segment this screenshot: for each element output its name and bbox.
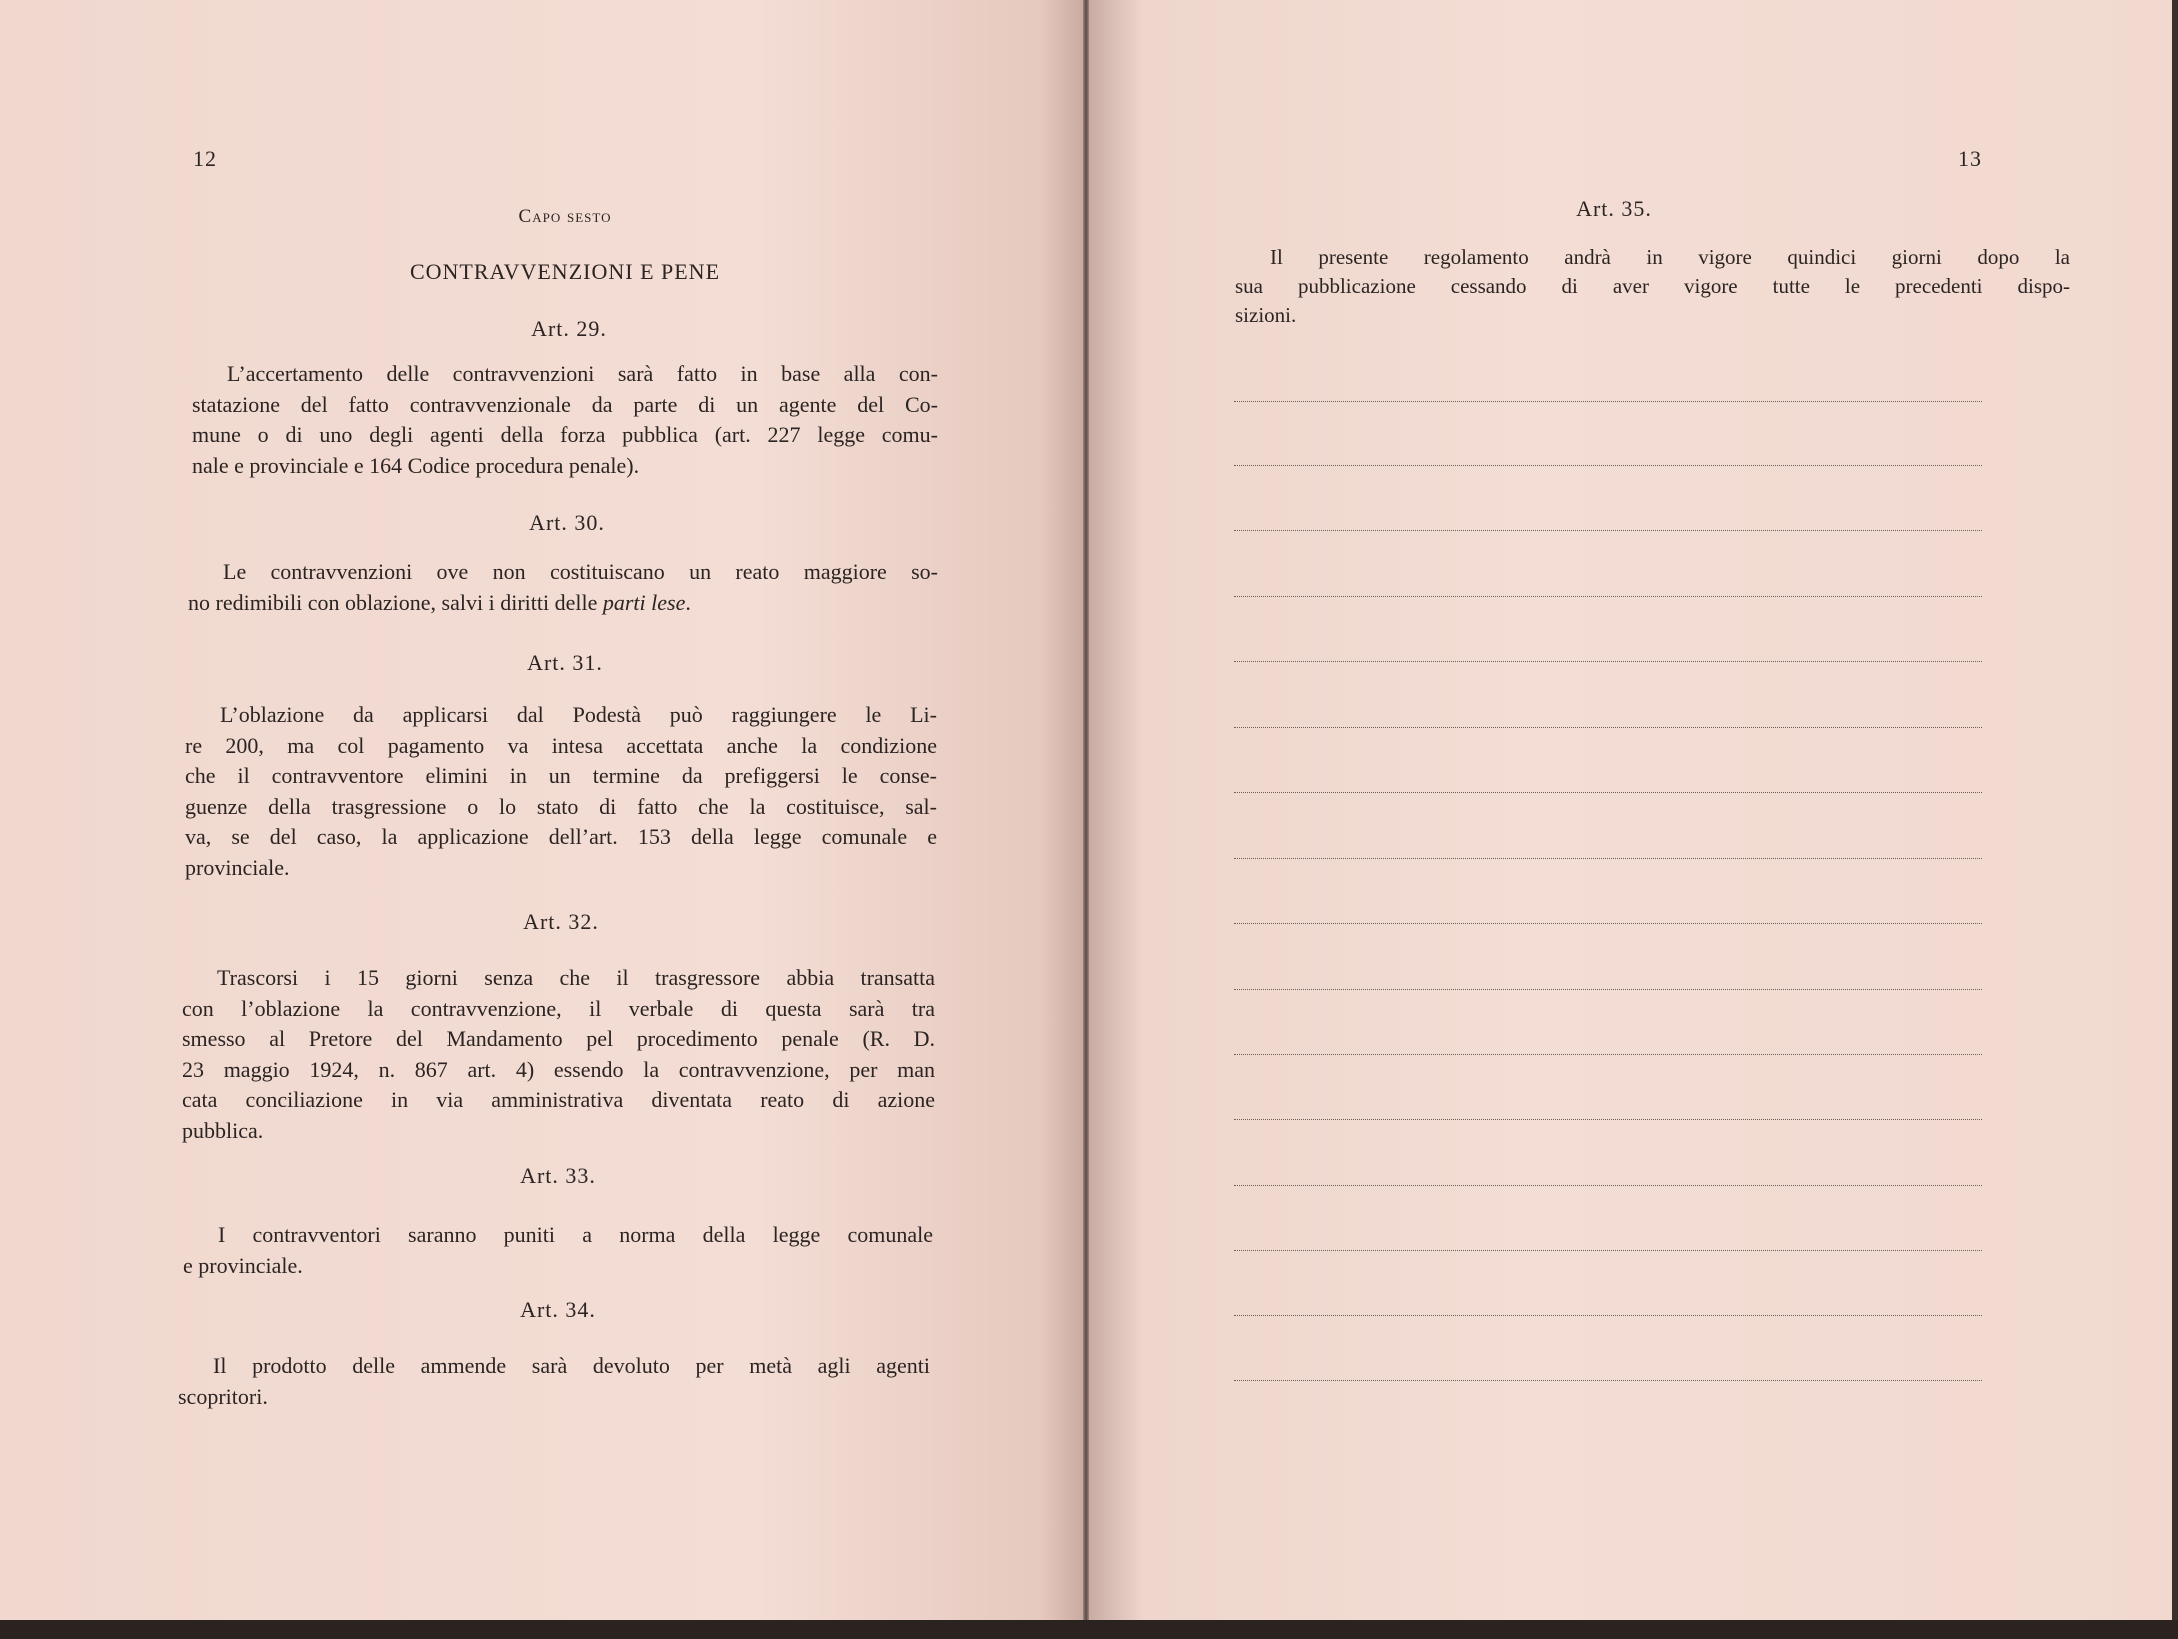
text-line: che il contravventore elimini in un termine da prefiggersi le conse- — [185, 763, 937, 788]
article-body — [185, 700, 937, 883]
article-body — [178, 1351, 930, 1412]
ruled-line — [1234, 530, 1982, 531]
ruled-line — [1234, 1119, 1982, 1120]
ruled-line — [1234, 727, 1982, 728]
text-line: con l’oblazione la contravvenzione, il verbale di questa sarà tra — [182, 995, 935, 1021]
article-body — [183, 1220, 933, 1281]
text-line: 23 maggio 1924, n. 867 art. 4) essendo la contravvenzione, per man — [182, 1056, 935, 1082]
ruled-line — [1234, 1315, 1982, 1316]
text-line: L’oblazione da applicarsi dal Podestà può raggiungere le Li- — [220, 702, 937, 727]
text-line: scopritori. — [178, 1383, 268, 1409]
text-line: Il presente regolamento andrà in vigore quindici giorni dopo la — [1270, 245, 2070, 269]
page-number-right: 13 — [1958, 146, 1982, 171]
book-edge — [2172, 0, 2178, 1639]
text-line: provinciale. — [185, 854, 290, 880]
article-heading: Art. 32. — [523, 909, 599, 934]
ruled-line — [1234, 792, 1982, 793]
text-line: statazione del fatto contravvenzionale da parte di un agente del Co- — [192, 391, 938, 417]
section-title: CONTRAVVENZIONI E PENE — [409, 259, 721, 284]
ruled-line — [1234, 465, 1982, 466]
text-line: I contravventori saranno puniti a norma della legge comunale — [218, 1222, 933, 1247]
article-heading: Art. 34. — [520, 1297, 596, 1322]
right-page — [1089, 0, 2172, 1639]
article-body — [182, 963, 935, 1146]
text-line: re 200, ma col pagamento va intesa accettata anche la condizione — [185, 732, 937, 758]
text-line: guenze della trasgressione o lo stato di fatto che la costituisce, sal- — [185, 793, 937, 819]
text-line: no redimibili con oblazione, salvi i diritti delle parti lese. — [188, 589, 691, 615]
text-line: va, se del caso, la applicazione dell’art. 153 della legge comunale e — [185, 824, 937, 849]
text-line: L’accertamento delle contravvenzioni sarà fatto in base alla con- — [227, 361, 938, 386]
article-heading: Art. 30. — [529, 510, 605, 535]
article-heading: Art. 29. — [531, 316, 607, 341]
article-heading: Art. 35. — [1576, 196, 1652, 221]
ruled-line — [1234, 989, 1982, 990]
ruled-line — [1234, 1380, 1982, 1381]
ruled-line — [1234, 923, 1982, 924]
text-line: pubblica. — [182, 1117, 264, 1143]
text-line: sizioni. — [1235, 303, 1297, 327]
article-heading: Art. 31. — [527, 650, 603, 675]
chapter-heading: Capo sesto — [518, 206, 612, 227]
ruled-line — [1234, 1054, 1982, 1055]
page-number-left: 12 — [193, 146, 217, 171]
ruled-line — [1234, 858, 1982, 859]
text-line: smesso al Pretore del Mandamento pel procedimento penale (R. D. — [182, 1026, 935, 1051]
book-bottom-edge — [0, 1620, 2178, 1639]
article-body — [1235, 243, 2070, 330]
text-line: Le contravvenzioni ove non costituiscano un reato maggiore so- — [223, 559, 938, 584]
text-line: cata conciliazione in via amministrativa diventata reato di azione — [182, 1087, 935, 1112]
text-line: Il prodotto delle ammende sarà devoluto per metà agli agenti — [213, 1353, 930, 1378]
text-line: sua pubblicazione cessando di aver vigore tutte le precedenti dispo- — [1235, 274, 2070, 298]
ruled-line — [1234, 1250, 1982, 1251]
article-body — [188, 557, 938, 618]
ruled-line — [1234, 401, 1982, 402]
ruled-line — [1234, 596, 1982, 597]
text-line: e provinciale. — [183, 1252, 303, 1278]
article-heading: Art. 33. — [520, 1163, 596, 1188]
ruled-line — [1234, 661, 1982, 662]
article-body — [192, 359, 938, 481]
ruled-line — [1234, 1185, 1982, 1186]
text-line: Trascorsi i 15 giorni senza che il trasgressore abbia transatta — [217, 965, 935, 990]
text-line: nale e provinciale e 164 Codice procedura penale). — [192, 452, 640, 478]
text-line: mune o di uno degli agenti della forza pubblica (art. 227 legge comu- — [192, 422, 938, 447]
left-page — [0, 0, 1083, 1639]
